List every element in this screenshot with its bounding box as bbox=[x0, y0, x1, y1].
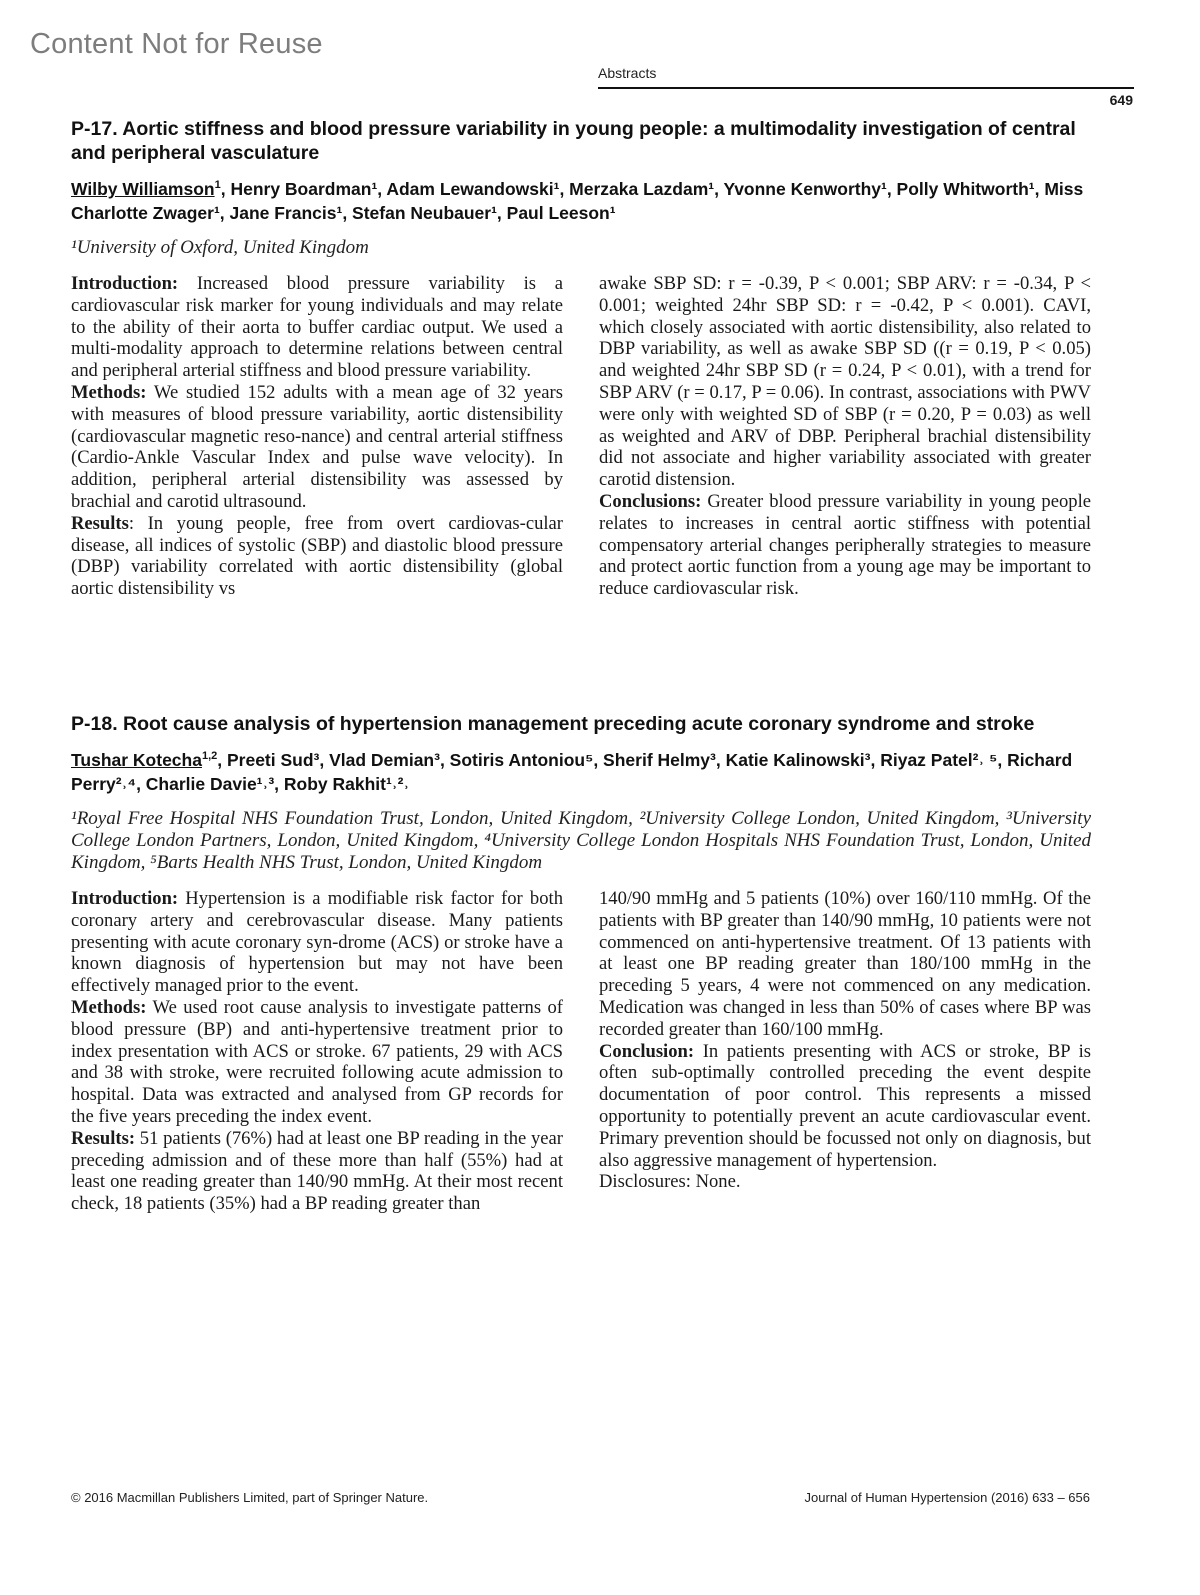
abstract-title: P-17. Aortic stiffness and blood pressure variability in young people: a multimodality investigation of central and peripheral vasculature bbox=[71, 118, 1076, 164]
section-text: Greater blood pressure variability in young people relates to increases in central aortic stiffness with potential compensatory arterial changes peripherally strategies to measure and protect aortic function from a young age may be important to reduce cardiovascular risk. bbox=[599, 490, 1091, 600]
body-paragraph bbox=[599, 888, 1091, 1041]
running-head: Abstracts bbox=[598, 65, 1134, 89]
affiliations: ¹Royal Free Hospital NHS Foundation Trust, London, United Kingdom, ²University College London, United Kingdom, ³University College London Partners, London, United Kingdom, ⁴University College London Hospitals NHS Foundation Trust, London, United Kingdom, ⁵Barts Health NHS Trust, London, United Kingdom bbox=[71, 808, 1091, 873]
section-text: In patients presenting with ACS or stroke, BP is often sub-optimally controlled preceding the event despite documentation of poor control. This represents a missed opportunity to potentially prevent an acute cardiovascular event. Primary prevention should be focussed not only on diagnosis, but also aggressive management of hypertension. bbox=[599, 1040, 1091, 1171]
body-paragraph bbox=[599, 491, 1091, 600]
body-paragraph bbox=[71, 1128, 563, 1215]
abstract-p17 bbox=[71, 117, 1091, 600]
body-paragraph bbox=[71, 997, 563, 1128]
body-paragraph bbox=[599, 273, 1091, 491]
section-heading: Results: bbox=[71, 1127, 136, 1149]
body-paragraph bbox=[71, 888, 563, 997]
abstract-p18 bbox=[71, 712, 1091, 1215]
section-text: 140/90 mmHg and 5 patients (10%) over 160/110 mmHg. Of the patients with BP greater than 140/90 mmHg, 10 patients were not commenced on anti-hypertensive treatment. Of 13 patients with at least one BP reading greater than 180/100 mmHg in the preceding 5 years, 4 were not commenced on any medication. Medication was changed in less than 50% of cases where BP was recorded greater than 160/100 mmHg. bbox=[599, 888, 1091, 1040]
presenting-author: Wilby Williamson bbox=[71, 179, 215, 199]
disclosures: Disclosures: None. bbox=[599, 1171, 741, 1193]
section-heading: Results bbox=[71, 512, 129, 534]
author-list bbox=[71, 177, 1091, 225]
section-text: : In young people, free from overt cardiovas-cular disease, all indices of systolic (SBP) and diastolic blood pressure (DBP) variability correlated with aortic distensibility (global aortic distensibility vs bbox=[71, 512, 563, 600]
section-heading: Methods: bbox=[71, 996, 147, 1018]
left-column bbox=[71, 888, 563, 1215]
section-heading: Introduction: bbox=[71, 273, 179, 294]
section-heading: Conclusions: bbox=[599, 490, 702, 512]
section-heading: Conclusion: bbox=[599, 1040, 695, 1062]
abstract-title: P-18. Root cause analysis of hypertension management preceding acute coronary syndrome and stroke bbox=[71, 713, 1035, 735]
body-paragraph bbox=[599, 1041, 1091, 1172]
co-authors: , Henry Boardman¹, Adam Lewandowski¹, Merzaka Lazdam¹, Yvonne Kenworthy¹, Polly Whitworth¹, Miss Charlotte Zwager¹, Jane Francis¹, Stefan Neubauer¹, Paul Leeson¹ bbox=[71, 179, 1084, 223]
watermark: Content Not for Reuse bbox=[30, 28, 323, 60]
presenter-affiliation-mark: 1 bbox=[214, 179, 221, 192]
section-text: We studied 152 adults with a mean age of 32 years with measures of blood pressure variability, aortic distensibility (cardiovascular magnetic reso-nance) and central arterial stiffness (Cardio-Ankle Vascular Index and pulse wave velocity). In addition, peripheral arterial distensibility was assessed by brachial and carotid ultrasound. bbox=[71, 381, 563, 512]
author-list bbox=[71, 748, 1091, 796]
footer-journal-citation: Journal of Human Hypertension (2016) 633 – 656 bbox=[804, 1490, 1090, 1505]
abstract-body bbox=[71, 273, 1091, 600]
section-heading: Methods: bbox=[71, 381, 147, 403]
section-text: 51 patients (76%) had at least one BP reading in the year preceding admission and of these more than half (55%) had at least one reading greater than 140/90 mmHg. At their most recent check, 18 patients (35%) had a BP reading greater than bbox=[71, 1127, 563, 1215]
presenter-affiliation-mark: 1,2 bbox=[201, 750, 218, 763]
presenting-author: Tushar Kotecha bbox=[71, 750, 202, 770]
body-paragraph bbox=[71, 513, 563, 600]
left-column bbox=[71, 273, 563, 600]
right-column bbox=[599, 273, 1091, 600]
right-column bbox=[599, 888, 1091, 1215]
section-text: awake SBP SD: r = -0.39, P < 0.001; SBP ARV: r = -0.34, P < 0.001; weighted 24hr SBP SD: r = -0.42, P < 0.001). CAVI, which closely associated with aortic distensibility, also related to DBP variability, as well as awake SBP SD ((r = 0.19, P < 0.05) and weighted 24hr SBP SD (r = 0.24, P < 0.01), with a trend for SBP ARV (r = 0.17, P = 0.06). In contrast, associations with PWV were only with weighted SD of SBP (r = 0.20, P = 0.03) as well as weighted and ARV of DBP. Peripheral brachial distensibility did not associate and higher variability associated with greater carotid distension. bbox=[599, 273, 1091, 491]
page-number: 649 bbox=[1109, 92, 1133, 108]
co-authors: , Preeti Sud³, Vlad Demian³, Sotiris Antoniou⁵, Sherif Helmy³, Katie Kalinowski³, Riyaz Patel²˒ ⁵, Richard Perry²˒⁴, Charlie Davie¹˒³, Roby Rakhit¹˒²˒ bbox=[71, 750, 1073, 794]
section-text: Hypertension is a modifiable risk factor for both coronary artery and cerebrovascular disease. Many patients presenting with acute coronary syn-drome (ACS) or stroke have a known diagnosis of hypertension but may not have been effectively managed prior to the event. bbox=[71, 888, 563, 997]
section-text: Increased blood pressure variability is a cardiovascular risk marker for young individuals and may relate to the ability of their aorta to buffer cardiac output. We used a multi-modality approach to determine relations between central and peripheral arterial stiffness and blood pressure variability. bbox=[71, 273, 563, 382]
body-paragraph bbox=[71, 273, 563, 382]
body-paragraph bbox=[71, 382, 563, 513]
section-heading: Introduction: bbox=[71, 888, 179, 909]
body-paragraph bbox=[599, 1171, 1091, 1193]
footer-copyright: © 2016 Macmillan Publishers Limited, part of Springer Nature. bbox=[71, 1490, 429, 1505]
affiliations: ¹University of Oxford, United Kingdom bbox=[71, 237, 369, 258]
abstract-body bbox=[71, 888, 1091, 1215]
section-text: We used root cause analysis to investigate patterns of blood pressure (BP) and anti-hypertensive treatment prior to index presentation with ACS or stroke. 67 patients, 29 with ACS and 38 with stroke, were recruited following acute admission to hospital. Data was extracted and analysed from GP records for the five years preceding the index event. bbox=[71, 996, 563, 1127]
